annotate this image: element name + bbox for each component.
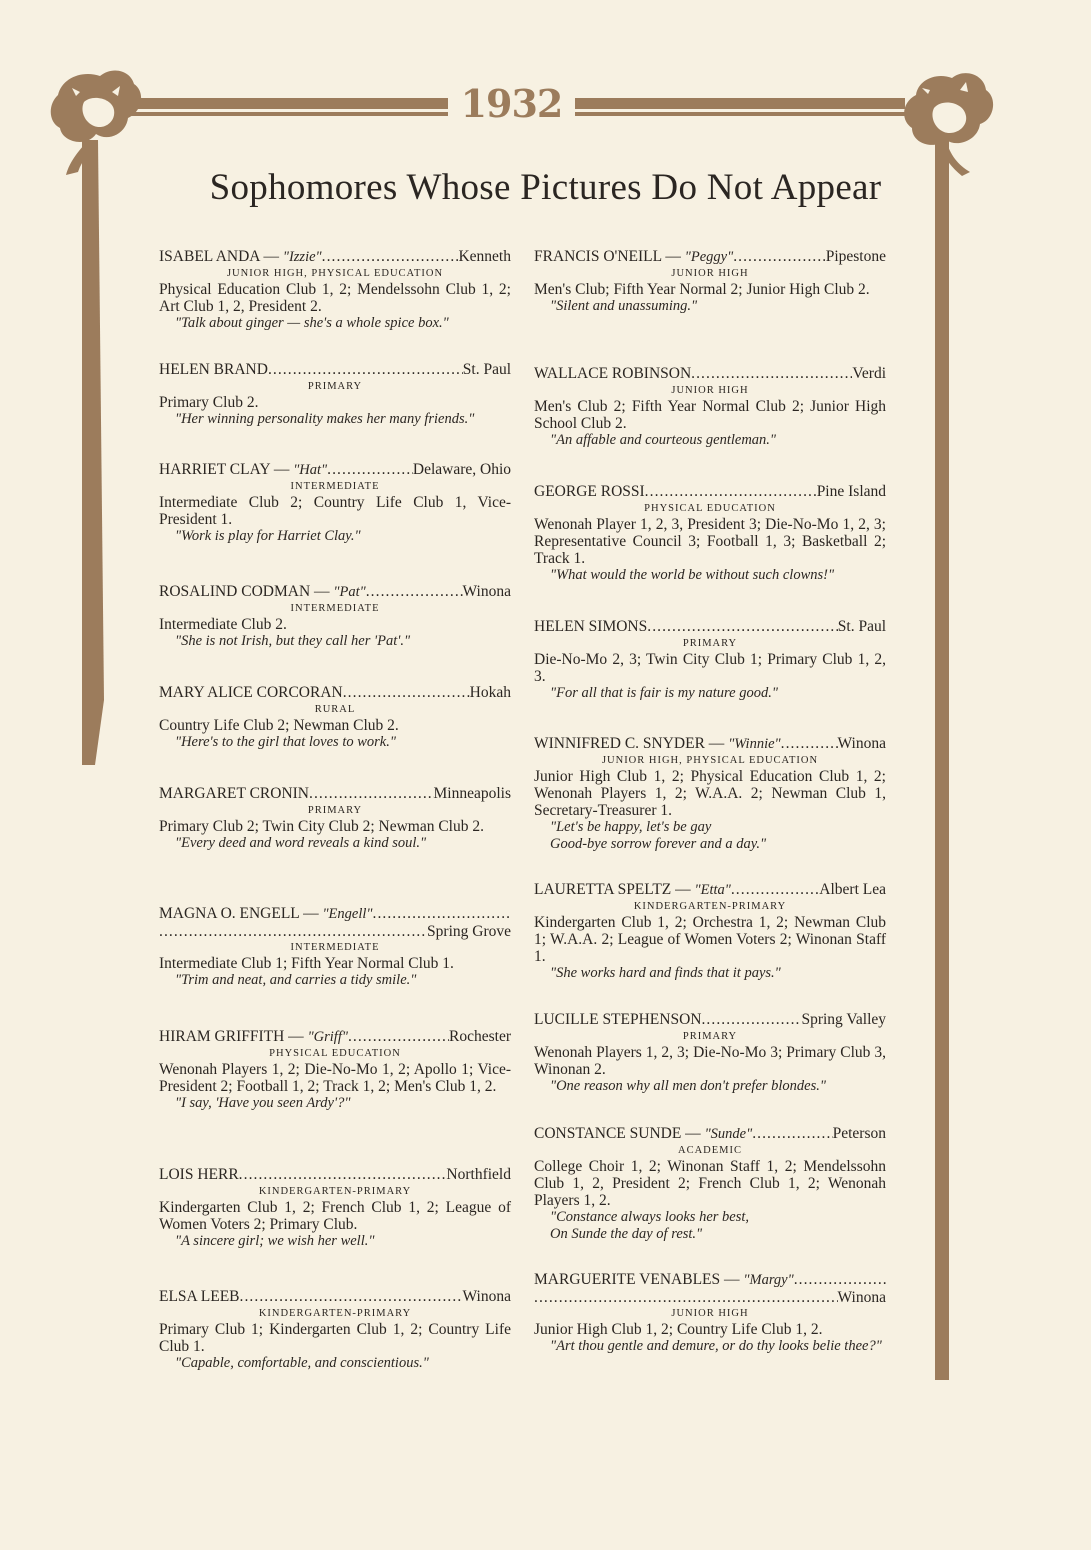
hometown: Rochester [449, 1028, 511, 1045]
student-name: MARGARET CRONIN [159, 785, 309, 802]
leader-dots [752, 1125, 832, 1143]
student-entry [534, 1271, 886, 1355]
activities: Intermediate Club 2; Country Life Club 1, Vice-President 1. [159, 494, 511, 528]
activities: Primary Club 2; Twin City Club 2; Newman Club 2. [159, 818, 484, 835]
hometown: Delaware, Ohio [412, 461, 511, 478]
hometown: Pipestone [825, 248, 886, 265]
course-label: JUNIOR HIGH [671, 385, 749, 396]
student-entry [159, 461, 511, 545]
student-name: LAURETTA SPELTZ — "Etta" [534, 881, 731, 898]
quote-line-2: On Sunde the day of rest." [550, 1226, 703, 1242]
course-label: PHYSICAL EDUCATION [269, 1048, 401, 1059]
activities: Men's Club; Fifth Year Normal 2; Junior High Club 2. [534, 281, 870, 298]
course-label: PRIMARY [682, 638, 738, 649]
quote: "Let's be happy, let's be gay [550, 819, 712, 835]
leader-dots [701, 1011, 801, 1029]
hometown: Kenneth [458, 248, 511, 265]
quote: "Here's to the girl that loves to work." [175, 734, 396, 750]
top-rule-right-thin [575, 112, 905, 116]
top-rule-left-thin [126, 112, 448, 116]
leader-dots [343, 684, 470, 702]
leader-dots [781, 735, 838, 753]
hometown: St. Paul [462, 361, 511, 378]
student-name: ISABEL ANDA — "Izzie" [159, 248, 322, 265]
quote: "I say, 'Have you seen Ardy'?" [175, 1095, 351, 1111]
student-name: GEORGE ROSSI [534, 483, 645, 500]
leader-dots [366, 583, 463, 601]
top-rule-right [575, 98, 905, 109]
quote: "She works hard and finds that it pays." [550, 965, 781, 981]
activities: Kindergarten Club 1, 2; French Club 1, 2; League of Women Voters 2; Primary Club. [159, 1199, 511, 1233]
student-entry [534, 365, 886, 449]
leader-dots [645, 483, 817, 501]
leader-dots [240, 1288, 463, 1306]
hometown: Pine Island [816, 483, 886, 500]
quote-line-2: Good-bye sorrow forever and a day." [550, 836, 767, 852]
hometown: Verdi [852, 365, 886, 382]
activities: Intermediate Club 2. [159, 616, 287, 633]
student-name: WALLACE ROBINSON [534, 365, 692, 382]
student-name: FRANCIS O'NEILL — "Peggy" [534, 248, 734, 265]
student-name: LOIS HERR [159, 1166, 239, 1183]
right-border-bar [935, 140, 949, 1380]
leader-dots [348, 1028, 449, 1046]
student-entry [159, 583, 511, 650]
student-entry [159, 361, 511, 428]
activities: Wenonah Players 1, 2; Die-No-Mo 1, 2; Apollo 1; Vice-President 2; Football 1, 2; Track 1, 2; Men's Club 1, 2. [159, 1061, 511, 1095]
course-label: PRIMARY [307, 805, 363, 816]
hometown: Spring Grove [427, 923, 511, 940]
leader-dots [322, 248, 459, 266]
leader-dots [327, 461, 413, 479]
quote: "Trim and neat, and carries a tidy smile." [175, 972, 417, 988]
student-entry [159, 1166, 511, 1250]
student-name: ELSA LEEB [159, 1288, 240, 1305]
course-label: PRIMARY [307, 381, 363, 392]
quote: "She is not Irish, but they call her 'Pat'." [175, 633, 411, 649]
quote: "Every deed and word reveals a kind soul." [175, 835, 427, 851]
student-name: HELEN SIMONS [534, 618, 648, 635]
activities: Men's Club 2; Fifth Year Normal Club 2; Junior High School Club 2. [534, 398, 886, 432]
course-label: KINDERGARTEN-PRIMARY [633, 901, 787, 912]
leader-dots [309, 785, 434, 803]
leader-dots [794, 1271, 886, 1289]
leader-dots [534, 1289, 838, 1306]
quote: "Silent and unassuming." [550, 298, 698, 314]
course-label: PHYSICAL EDUCATION [644, 503, 776, 514]
activities: Wenonah Players 1, 2, 3; Die-No-Mo 3; Primary Club 3, Winonan 2. [534, 1044, 886, 1078]
student-name: LUCILLE STEPHENSON [534, 1011, 702, 1028]
hometown: Hokah [469, 684, 511, 701]
top-rule-left [130, 98, 448, 109]
quote: "Art thou gentle and demure, or do thy looks belie thee?" [550, 1338, 882, 1354]
hometown: Northfield [446, 1166, 511, 1183]
leader-dots [239, 1166, 447, 1184]
year-mark: 1932 [460, 81, 563, 126]
course-label: JUNIOR HIGH [671, 268, 749, 279]
quote: "Constance always looks her best, [550, 1209, 749, 1225]
activities: Primary Club 1; Kindergarten Club 1, 2; Country Life Club 1. [159, 1321, 511, 1355]
course-label: JUNIOR HIGH, PHYSICAL EDUCATION [226, 268, 444, 279]
student-entry [159, 1288, 511, 1372]
leader-dots [373, 905, 512, 923]
student-entry [159, 905, 511, 989]
hometown: Winona [462, 583, 511, 600]
hometown: Peterson [832, 1125, 886, 1142]
student-name: CONSTANCE SUNDE — "Sunde" [534, 1125, 753, 1142]
course-label: INTERMEDIATE [290, 942, 380, 953]
course-label: RURAL [314, 704, 356, 715]
student-name: MARY ALICE CORCORAN [159, 684, 343, 701]
activities: Primary Club 2. [159, 394, 259, 411]
quote: "What would the world be without such clowns!" [550, 567, 835, 583]
student-entry [534, 618, 886, 702]
leader-dots [647, 618, 838, 636]
student-entry [534, 248, 886, 315]
page-title: Sophomores Whose Pictures Do Not Appear [209, 167, 882, 208]
student-entry [534, 483, 886, 584]
leader-dots [159, 923, 427, 940]
activities: Junior High Club 1, 2; Physical Education Club 1, 2; Wenonah Players 1, 2; W.A.A. 2; Newman Club 1, Secretary-Treasurer 1. [534, 768, 886, 819]
course-label: JUNIOR HIGH, PHYSICAL EDUCATION [601, 755, 819, 766]
student-name: HIRAM GRIFFITH — "Griff" [159, 1028, 348, 1045]
course-label: ACADEMIC [677, 1145, 742, 1156]
activities: Die-No-Mo 2, 3; Twin City Club 1; Primary Club 1, 2, 3. [534, 651, 886, 685]
leader-dots [733, 248, 826, 266]
hometown: St. Paul [837, 618, 886, 635]
course-label: INTERMEDIATE [290, 603, 380, 614]
leader-dots [268, 361, 463, 379]
course-label: KINDERGARTEN-PRIMARY [258, 1186, 412, 1197]
student-name: ROSALIND CODMAN — "Pat" [159, 583, 366, 600]
quote: "A sincere girl; we wish her well." [175, 1233, 375, 1249]
hometown: Minneapolis [433, 785, 511, 802]
activities: College Choir 1, 2; Winonan Staff 1, 2; Mendelssohn Club 1, 2, President 2; French Club 1, 2; Wenonah Players 1, 2. [534, 1158, 886, 1209]
student-entry [534, 881, 886, 982]
activities: Intermediate Club 1; Fifth Year Normal Club 1. [159, 955, 454, 972]
activities: Country Life Club 2; Newman Club 2. [159, 717, 399, 734]
student-entry [159, 684, 511, 751]
course-label: INTERMEDIATE [290, 481, 380, 492]
student-entry [534, 735, 886, 853]
student-name: WINNIFRED C. SNYDER — "Winnie" [534, 735, 781, 752]
activities: Wenonah Player 1, 2, 3, President 3; Die-No-Mo 1, 2, 3; Representative Council 3; Football 1, 3; Basketball 2; Track 1. [534, 516, 886, 567]
student-entry [534, 1125, 886, 1243]
quote: "Talk about ginger — she's a whole spice box." [175, 315, 449, 331]
quote: "An affable and courteous gentleman." [550, 432, 777, 448]
activities: Kindergarten Club 1, 2; Orchestra 1, 2; Newman Club 1; W.A.A. 2; League of Women Voters 2; Winonan Staff 1. [534, 914, 886, 965]
hometown: Winona [837, 1289, 886, 1306]
student-entry [159, 248, 511, 332]
student-name: MAGNA O. ENGELL — "Engell" [159, 905, 373, 922]
quote: "Her winning personality makes her many friends." [175, 411, 475, 427]
hometown: Albert Lea [819, 881, 886, 898]
leader-dots [691, 365, 852, 383]
student-entry [159, 785, 511, 852]
course-label: KINDERGARTEN-PRIMARY [258, 1308, 412, 1319]
activities: Physical Education Club 1, 2; Mendelssohn Club 1, 2; Art Club 1, 2, President 2. [159, 281, 511, 315]
student-name: MARGUERITE VENABLES — "Margy" [534, 1271, 794, 1288]
hometown: Spring Valley [801, 1011, 886, 1028]
quote: "Capable, comfortable, and conscientious." [175, 1355, 429, 1371]
activities: Junior High Club 1, 2; Country Life Club 1, 2. [534, 1321, 823, 1338]
student-name: HARRIET CLAY — "Hat" [159, 461, 328, 478]
student-entry [159, 1028, 511, 1112]
course-label: PRIMARY [682, 1031, 738, 1042]
quote: "For all that is fair is my nature good." [550, 685, 778, 701]
quote: "Work is play for Harriet Clay." [175, 528, 361, 544]
hometown: Winona [837, 735, 886, 752]
quote: "One reason why all men don't prefer blondes." [550, 1078, 826, 1094]
student-entry [534, 1011, 886, 1095]
leader-dots [731, 881, 819, 899]
student-name: HELEN BRAND [159, 361, 268, 378]
course-label: JUNIOR HIGH [671, 1308, 749, 1319]
hometown: Winona [462, 1288, 511, 1305]
